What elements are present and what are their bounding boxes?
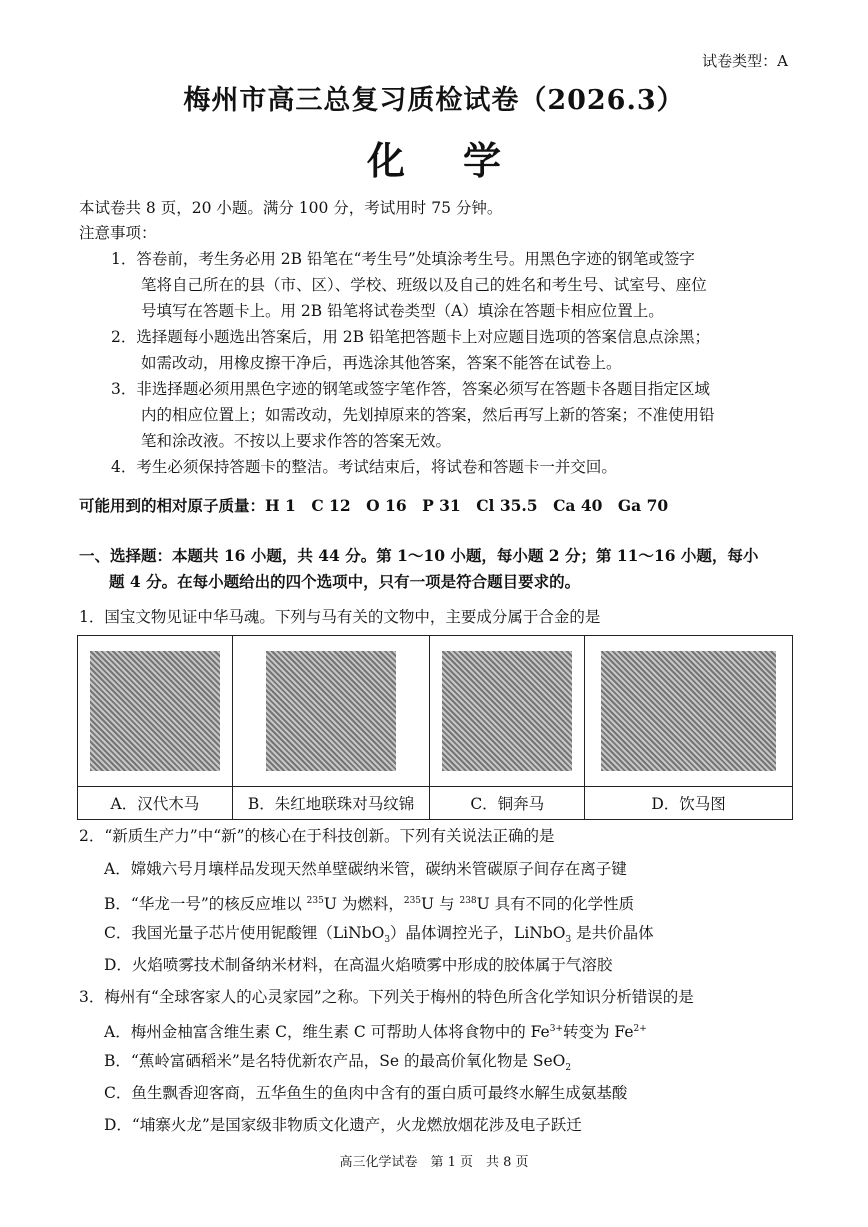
painting-image — [601, 651, 776, 771]
notice-title: 注意事项： — [79, 224, 157, 242]
notice-line: 2．选择题每小题选出答案后，用 2B 铅笔把答题卡上对应题目选项的答案信息点涂黑； — [111, 328, 710, 346]
paper-type-label: 试卷类型：A — [702, 52, 788, 70]
exam-title: 梅州市高三总复习质检试卷（2026.3） — [183, 85, 685, 116]
notice-line: 笔将自己所在的县（市、区）、学校、班级以及自己的姓名和考生号、试室号、座位 — [141, 276, 707, 294]
notice-line: 笔和涂改液。不按以上要求作答的答案无效。 — [141, 432, 452, 450]
brocade-image — [266, 651, 396, 771]
page-footer: 高三化学试卷 第 1 页 共 8 页 — [339, 1155, 529, 1170]
q1-stem: 1．国宝文物见证中华马魂。下列与马有关的文物中，主要成分属于合金的是 — [79, 608, 601, 626]
q1-option-a: A．汉代木马 — [78, 787, 233, 820]
bronze-horse-image — [442, 651, 572, 771]
q2-option-d: D．火焰喷雾技术制备纳米材料，在高温火焰喷雾中形成的胶体属于气溶胶 — [104, 956, 613, 974]
exam-summary: 本试卷共 8 页，20 小题。满分 100 分，考试用时 75 分钟。 — [79, 199, 503, 217]
section-heading-cont: 题 4 分。在每小题给出的四个选项中，只有一项是符合题目要求的。 — [109, 572, 581, 591]
q1-image-cell-c — [430, 636, 585, 787]
atomic-mass-line: 可能用到的相对原子质量：H 1 C 12 O 16 P 31 Cl 35.5 Ca 40 Ga 70 — [79, 496, 669, 515]
notice-line: 号填写在答题卡上。用 2B 铅笔将试卷类型（A）填涂在答题卡相应位置上。 — [141, 302, 664, 320]
q3-option-c: C．鱼生飘香迎客商，五华鱼生的鱼肉中含有的蛋白质可最终水解生成氨基酸 — [104, 1084, 628, 1102]
section-heading: 一、选择题：本题共 16 小题，共 44 分。第 1～10 小题，每小题 2 分；第 11～16 小题，每小 — [79, 546, 759, 565]
q1-image-cell-a — [78, 636, 233, 787]
q1-option-d: D．饮马图 — [585, 787, 793, 820]
q3-option-a: A．梅州金柚富含维生素 C，维生素 C 可帮助人体将食物中的 $Fe^{3+}$转变为 $Fe^{2+}$ — [104, 1023, 647, 1042]
q3-stem: 3．梅州有“全球客家人的心灵家园”之称。下列关于梅州的特色所含化学知识分析错误的是 — [79, 988, 694, 1006]
q1-options-table — [77, 635, 793, 820]
q2-option-b: B．“华龙一号”的核反应堆以 $^{235}$U 为燃料，$^{235}$U 与 $^{238}$U 具有不同的化学性质 — [104, 895, 635, 914]
notice-line: 如需改动，用橡皮擦干净后，再选涂其他答案，答案不能答在试卷上。 — [141, 354, 622, 372]
q3-option-b: B．“蕉岭富硒稻米”是名特优新农产品，Se 的最高价氧化物是 SeO$_2$ — [104, 1052, 572, 1074]
q2-stem: 2．“新质生产力”中“新”的核心在于科技创新。下列有关说法正确的是 — [79, 827, 555, 845]
q2-option-a: A．嫦娥六号月壤样品发现天然单壁碳纳米管，碳纳米管碳原子间存在离子键 — [104, 860, 627, 878]
q2-option-c: C．我国光量子芯片使用铌酸锂（LiNbO$_3$）晶体调控光子，LiNbO$_3$ 是共价晶体 — [104, 924, 654, 946]
subject-title: 化学 — [366, 138, 559, 183]
q1-image-cell-d — [585, 636, 793, 787]
wooden-horse-image — [90, 651, 220, 771]
notice-line: 内的相应位置上；如需改动，先划掉原来的答案，然后再写上新的答案；不准使用铅 — [141, 406, 715, 424]
notice-line: 3．非选择题必须用黑色字迹的钢笔或签字笔作答，答案必须写在答题卡各题目指定区域 — [111, 380, 710, 398]
notice-line: 4．考生必须保持答题卡的整洁。考试结束后，将试卷和答题卡一并交回。 — [111, 458, 617, 476]
notice-line: 1．答卷前，考生务必用 2B 铅笔在“考生号”处填涂考生号。用黑色字迹的钢笔或签字 — [111, 250, 695, 268]
q1-image-cell-b — [232, 636, 430, 787]
q1-option-c: C．铜奔马 — [430, 787, 585, 820]
q3-option-d: D．“埔寨火龙”是国家级非物质文化遗产，火龙燃放烟花涉及电子跃迁 — [104, 1116, 582, 1134]
q1-option-b: B．朱红地联珠对马纹锦 — [232, 787, 430, 820]
